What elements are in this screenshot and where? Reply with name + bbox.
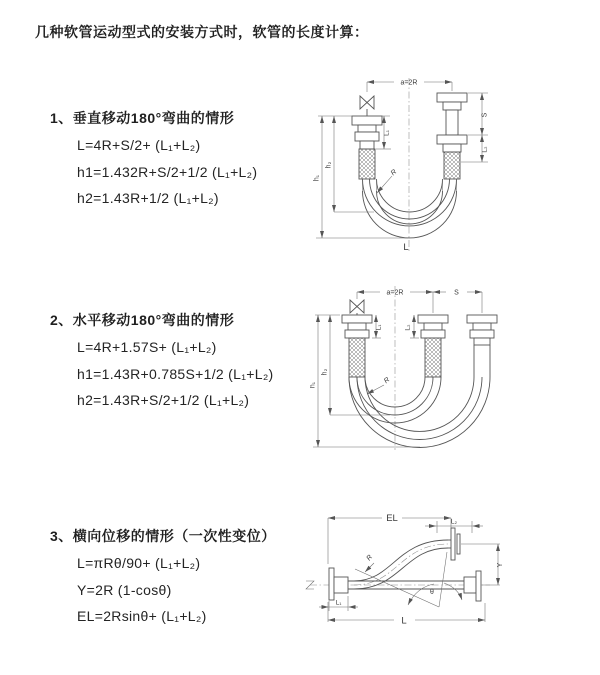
dim-span-label: a=2R [400,79,418,87]
dim-el-label: EL [386,513,398,524]
hose-s-curve [354,540,448,589]
right-flange [464,571,481,601]
dim-h2-label: h₂ [321,368,329,376]
right-fitting [437,93,467,179]
formula-line: L=4R+S/2+ (L₁+L₂) [77,137,201,153]
dim-fit2-label: L₂ [450,518,458,526]
dim-h2-label: h₂ [325,161,333,169]
dim-fit2-label: L₂ [481,146,489,153]
diagram-lateral-displacement [298,500,600,657]
left-flange [329,568,348,600]
formula-line: h1=1.43R+0.785S+1/2 (L₁+L₂) [77,365,274,382]
dim-length-label: L [401,615,407,627]
formula-list [77,334,274,414]
braided-hose [425,338,441,377]
formula-line: h2=1.43R+S/2+1/2 (L₁+L₂) [77,392,250,408]
section-horizontal-move [50,310,274,414]
section-heading: 2、水平移动180°弯曲的情形 [50,312,235,328]
dim-fit1-label: L₁ [375,324,383,331]
upper-flange [448,528,460,560]
valve-icon [360,96,374,109]
dim-radius-label: R [382,376,392,386]
braided-hose [444,152,460,179]
dim-h1-label: h₁ [310,381,317,389]
right-fitting [467,315,497,377]
section-heading: 3、横向位移的情形（一次性变位） [50,528,276,544]
diagram-1-drawing [312,72,600,262]
diagram-vertical-move-180 [312,72,600,267]
formula-list [77,132,257,212]
dim-radius-label: R [389,168,399,178]
formula-list [77,550,276,630]
section-lateral-displacement [50,526,276,630]
diagram-horizontal-move-180 [310,282,600,472]
formula-line: L=4R+1.57S+ (L₁+L₂) [77,339,217,355]
formula-line: h1=1.432R+S/2+1/2 (L₁+L₂) [77,163,258,180]
dim-theta-label: θ [430,589,434,596]
braided-hose [359,149,375,179]
dim-length-label: L [403,242,409,253]
left-fitting [342,315,372,377]
section-vertical-move [50,108,257,212]
diagram-2-drawing [310,282,600,467]
dim-span-label: a=2R [386,289,404,297]
formula-line: Y=2R (1-cosθ) [77,581,172,598]
section-heading: 1、垂直移动180°弯曲的情形 [50,110,235,126]
middle-fitting [418,315,448,377]
formula-line: h2=1.43R+1/2 (L₁+L₂) [77,190,219,206]
braided-hose [349,338,365,377]
formula-line: L=πRθ/90+ (L₁+L₂) [77,555,201,571]
left-fitting [352,116,382,179]
dim-fit1-label: L₁ [335,599,342,607]
dim-stroke-label: S [481,112,489,118]
diagram-3-drawing [298,500,600,652]
dim-h1-label: h₁ [313,174,321,182]
hose-u-bend [363,179,457,238]
dim-y-label: Y [497,562,504,568]
dim-stroke-label: S [454,289,459,297]
hose-u-bend-pos2 [349,377,490,448]
page-title: 几种软管运动型式的安装方式时，软管的长度计算： [35,24,369,40]
valve-icon [350,300,364,313]
formula-line: EL=2Rsinθ+ (L₁+L₂) [77,608,207,624]
dim-fit1-label: L₁ [383,130,391,136]
dim-radius-label: R [365,553,375,563]
dim-fit2-label: L₂ [404,324,412,331]
